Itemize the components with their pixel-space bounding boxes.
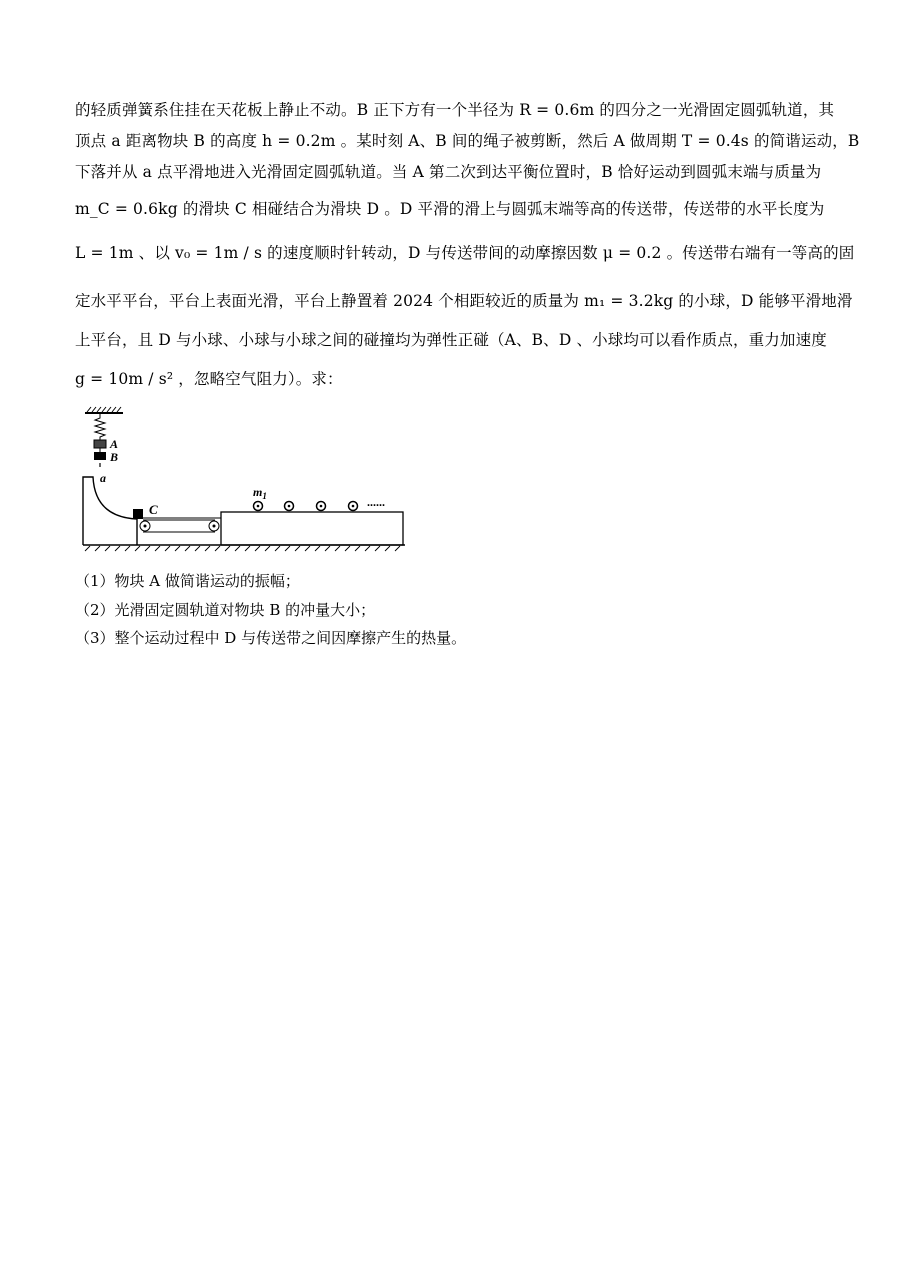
label-point-a: a [100,471,106,485]
question-1: （1）物块 A 做简谐运动的振幅； [75,572,300,590]
question-2: （2）光滑固定圆轨道对物块 B 的冲量大小； [75,601,376,619]
problem-line-4: m_C = 0.6kg 的滑块 C 相碰结合为滑块 D 。D 平滑的滑上与圆弧末端等高的传送带，传送带的水平长度为 [75,200,825,218]
ground [83,545,405,551]
problem-line-6: 定水平平台，平台上表面光滑，平台上静置着 2024 个相距较近的质量为 m₁ = 3.2kg 的小球，D 能够平滑地滑 [75,292,853,310]
label-a-block: A [110,437,119,451]
label-b-block: B [110,450,119,464]
balls [254,502,358,511]
ceiling [85,407,123,413]
problem-line-8: g = 10m / s² ，忽略空气阻力）。求： [75,370,343,388]
arc-track [83,477,137,545]
physics-diagram [75,405,415,555]
platform [221,512,403,545]
problem-line-2: 顶点 a 距离物块 B 的高度 h = 0.2m 。某时刻 A、B 间的绳子被剪断，然后 A 做周期 T = 0.4s 的简谐运动，B [75,132,860,150]
block-b [94,452,106,460]
problem-line-7: 上平台，且 D 与小球、小球与小球之间的碰撞均为弹性正碰（A、B、D 、小球均可以看作质点，重力加速度 [75,331,827,349]
problem-line-5: L = 1m 、以 v₀ = 1m / s 的速度顺时针转动，D 与传送带间的动摩擦因数 μ = 0.2 。传送带右端有一等高的固 [75,244,855,262]
label-c-block: C [149,502,158,517]
block-a [94,440,106,448]
problem-line-1: 的轻质弹簧系住挂在天花板上静止不动。B 正下方有一个半径为 R = 0.6m 的四分之一光滑固定圆弧轨道，其 [75,101,835,119]
question-3: （3）整个运动过程中 D 与传送带之间因摩擦产生的热量。 [75,629,467,647]
problem-line-3: 下落并从 a 点平滑地进入光滑固定圆弧轨道。当 A 第二次到达平衡位置时，B 恰好运动到圆弧末端与质量为 [75,163,822,181]
label-m1: $m_1$ [253,485,267,501]
label-dots: ...... [367,495,385,509]
conveyor-belt [137,518,221,545]
spring [95,414,105,440]
